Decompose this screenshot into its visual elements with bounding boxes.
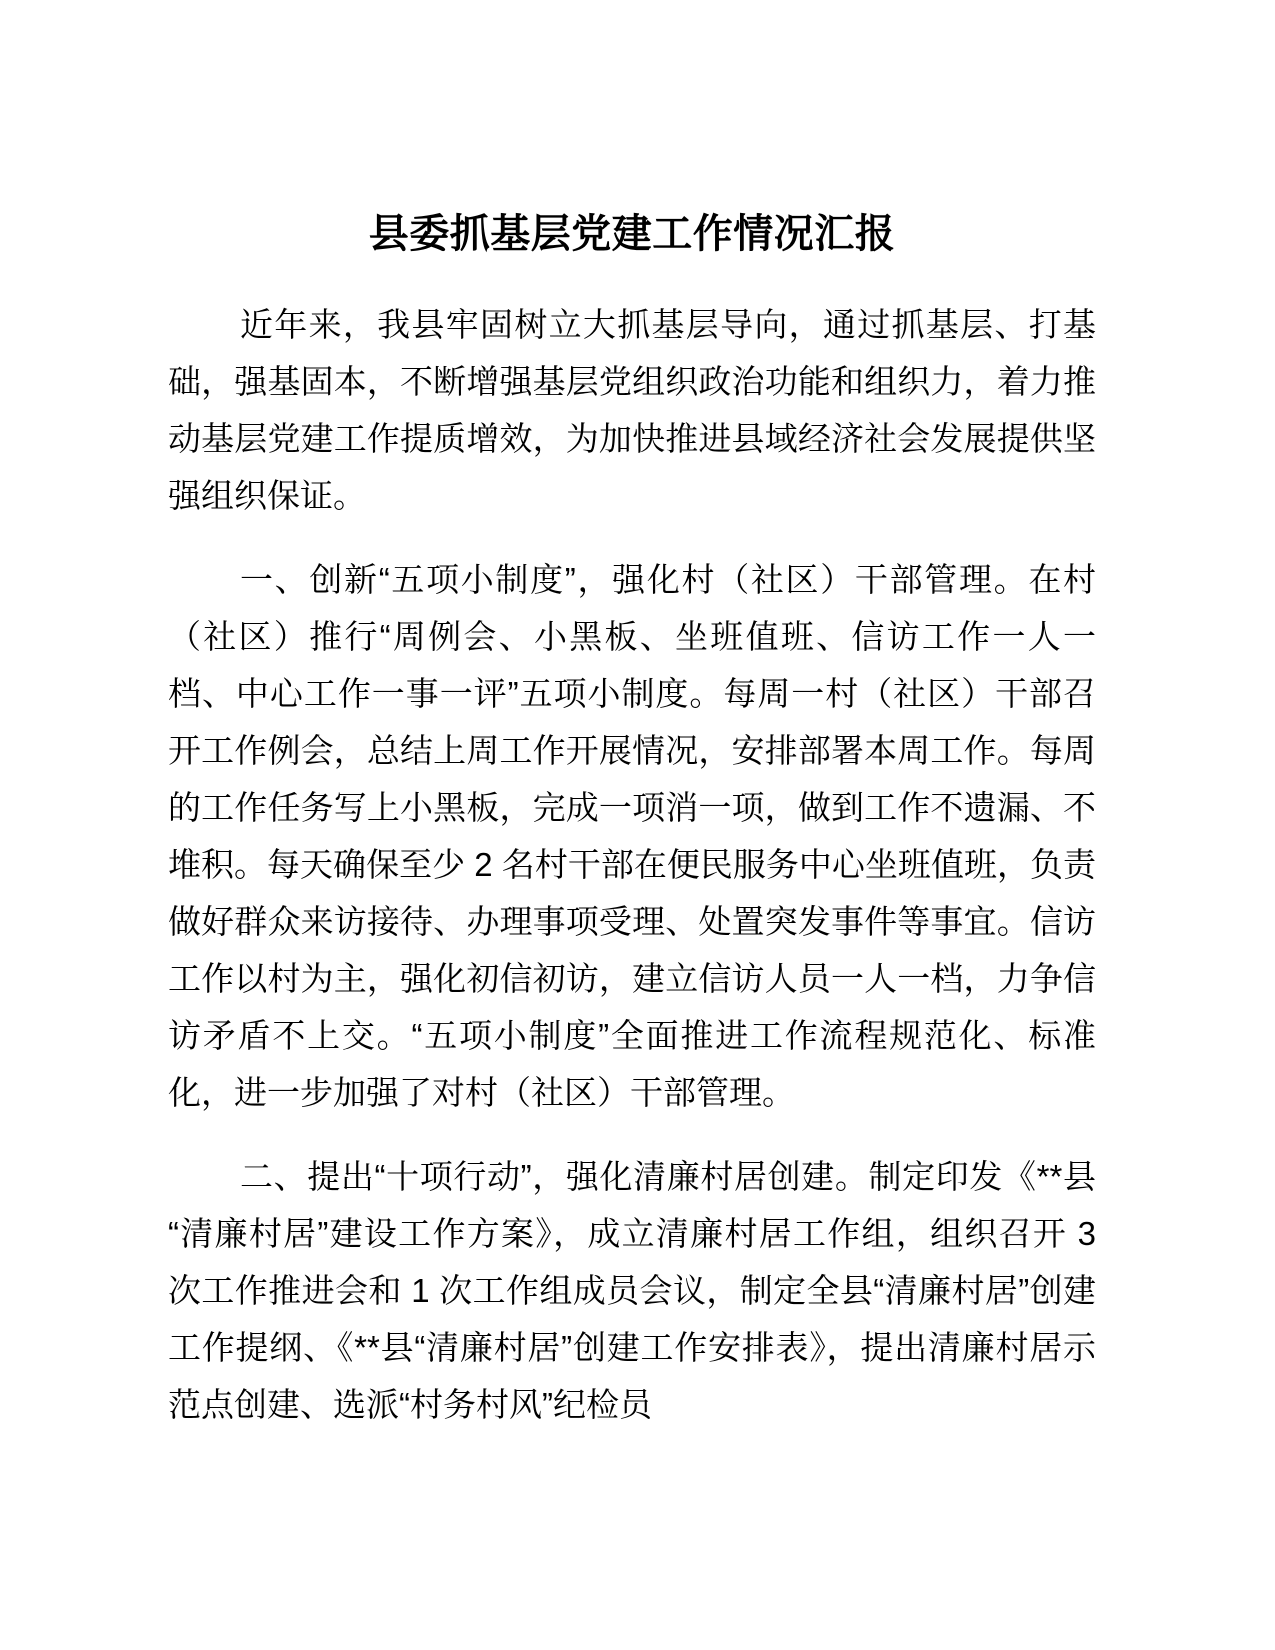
document-body [168, 0, 1096, 1433]
paragraph-section-one: 一、创新“五项小制度”，强化村（社区）干部管理。在村（社区）推行“周例会、小黑板、坐班值班、信访工作一人一档、中心工作一事一评”五项小制度。每周一村（社区）干部召开工作例会，总结上周工作开展情况，安排部署本周工作。每周的工作任务写上小黑板，完成一项消一项，做到工作不遗漏、不堆积。每天确保至少 2 名村干部在便民服务中心坐班值班，负责做好群众来访接待、办理事项受理、处置突发事件等事宜。信访工作以村为主，强化初信初访，建立信访人员一人一档，力争信访矛盾不上交。“五项小制度”全面推进工作流程规范化、标准化，进一步加强了对村（社区）干部管理。 [168, 561, 1096, 1111]
paragraph-intro: 近年来，我县牢固树立大抓基层导向，通过抓基层、打基础，强基固本，不断增强基层党组织政治功能和组织力，着力推动基层党建工作提质增效，为加快推进县域经济社会发展提供坚强组织保证。 [168, 306, 1096, 514]
page-title: 县委抓基层党建工作情况汇报 [368, 212, 896, 256]
paragraph-section-two: 二、提出“十项行动”，强化清廉村居创建。制定印发《**县“清廉村居”建设工作方案》，成立清廉村居工作组，组织召开 3 次工作推进会和 1 次工作组成员会议，制定全县“清廉村居”创建工作提纲、《**县“清廉村居”创建工作安排表》，提出清廉村居示范点创建、选派“村务村风”纪检员 [168, 1158, 1096, 1423]
